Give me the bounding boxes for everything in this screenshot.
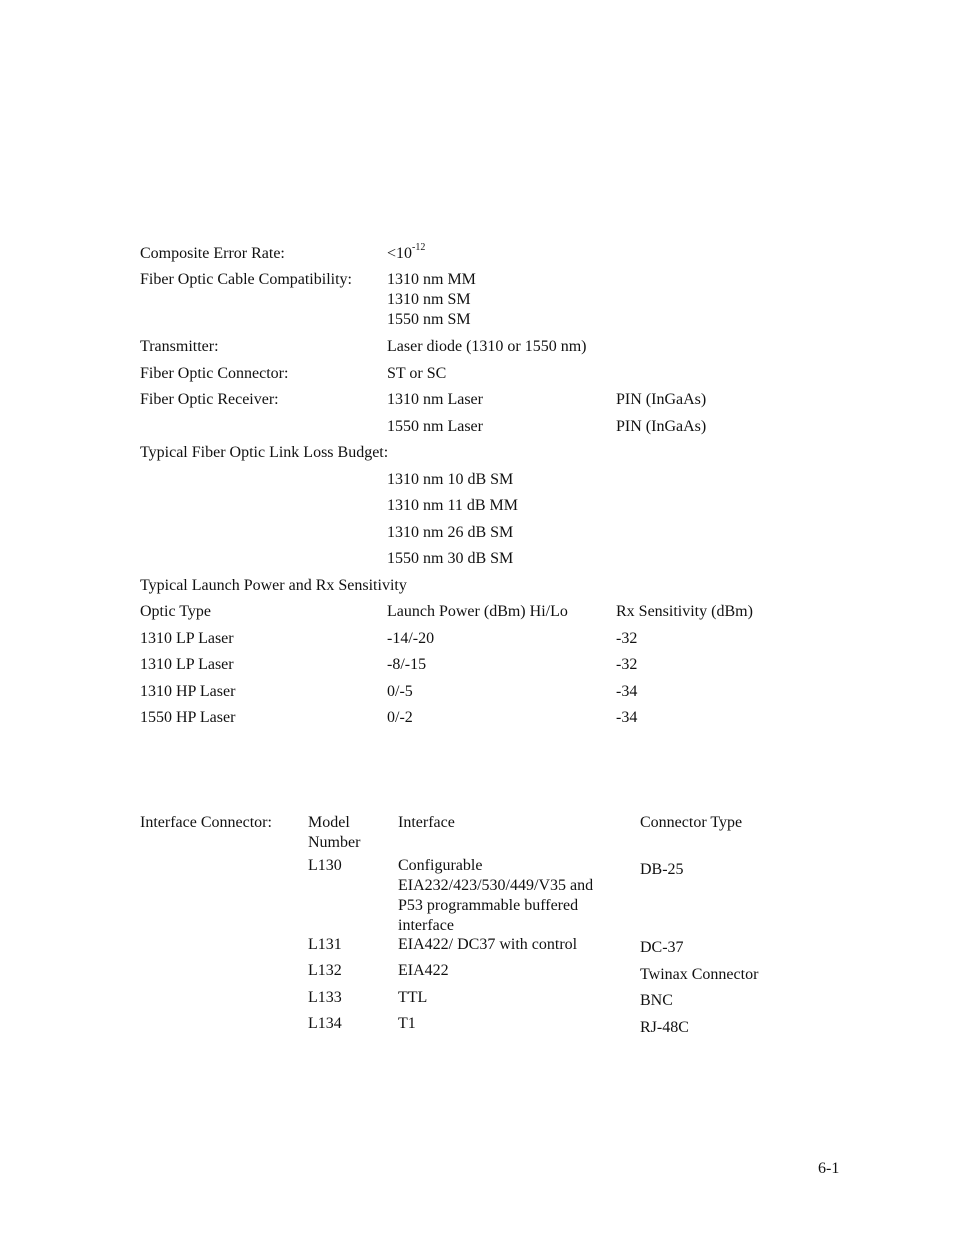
error-rate-label: Composite Error Rate: xyxy=(140,245,285,262)
interface-cell-interface: EIA422/ DC37 with control xyxy=(398,936,578,953)
interface-cell-connector: BNC xyxy=(640,992,673,1009)
interface-header-model: Model xyxy=(308,814,350,831)
launch-cell-optic-type: 1310 HP Laser xyxy=(140,683,236,700)
launch-power-title: Typical Launch Power and Rx Sensitivity xyxy=(140,577,407,594)
cable-compat-value: 1310 nm MM xyxy=(387,271,476,288)
launch-cell-optic-type: 1550 HP Laser xyxy=(140,709,236,726)
interface-cell-connector: DC-37 xyxy=(640,939,684,956)
launch-cell-optic-type: 1310 LP Laser xyxy=(140,656,234,673)
interface-cell-model: L131 xyxy=(308,936,342,953)
launch-cell-launch-power: -8/-15 xyxy=(387,656,427,673)
interface-header-model: Number xyxy=(308,834,361,851)
launch-header-launch-power: Launch Power (dBm) Hi/Lo xyxy=(387,603,568,620)
cable-compat-value: 1550 nm SM xyxy=(387,311,471,328)
receiver-laser: 1550 nm Laser xyxy=(387,418,483,435)
page-number: 6-1 xyxy=(818,1160,840,1177)
launch-cell-rx-sensitivity: -34 xyxy=(616,683,638,700)
launch-cell-rx-sensitivity: -32 xyxy=(616,656,638,673)
loss-budget-item: 1310 nm 10 dB SM xyxy=(387,471,514,488)
launch-cell-launch-power: -14/-20 xyxy=(387,630,435,647)
interface-cell-model: L134 xyxy=(308,1015,342,1032)
interface-cell-model: L133 xyxy=(308,989,342,1006)
receiver-detector: PIN (InGaAs) xyxy=(616,391,707,408)
interface-header-connector-type: Connector Type xyxy=(640,814,743,831)
error-rate-exponent: -12 xyxy=(412,241,426,253)
launch-header-rx-sensitivity: Rx Sensitivity (dBm) xyxy=(616,603,753,620)
interface-cell-connector: Twinax Connector xyxy=(640,966,759,983)
loss-budget-item: 1550 nm 30 dB SM xyxy=(387,550,514,567)
error-rate-value: $<10^{-12}$ xyxy=(387,241,426,262)
launch-cell-rx-sensitivity: -34 xyxy=(616,709,638,726)
receiver-detector: PIN (InGaAs) xyxy=(616,418,707,435)
loss-budget-item: 1310 nm 26 dB SM xyxy=(387,524,514,541)
interface-cell-interface: EIA422 xyxy=(398,962,449,979)
interface-cell-interface: Configurable EIA232/423/530/449/V35 and P53 programmable buffered interface xyxy=(398,857,594,934)
launch-cell-launch-power: 0/-2 xyxy=(387,709,413,726)
interface-connector-label: Interface Connector: xyxy=(140,814,272,831)
cable-compat-label: Fiber Optic Cable Compatibility: xyxy=(140,271,352,288)
interface-cell-interface: TTL xyxy=(398,989,428,1006)
loss-budget-label: Typical Fiber Optic Link Loss Budget: xyxy=(140,444,389,461)
loss-budget-item: 1310 nm 11 dB MM xyxy=(387,497,518,514)
receiver-label: Fiber Optic Receiver: xyxy=(140,391,279,408)
interface-cell-connector: RJ-48C xyxy=(640,1019,689,1036)
interface-cell-model: L130 xyxy=(308,857,342,874)
transmitter-value: Laser diode (1310 or 1550 nm) xyxy=(387,338,587,355)
interface-cell-model: L132 xyxy=(308,962,342,979)
cable-compat-value: 1310 nm SM xyxy=(387,291,471,308)
launch-header-optic-type: Optic Type xyxy=(140,603,212,620)
interface-header-interface: Interface xyxy=(398,814,455,831)
receiver-laser: 1310 nm Laser xyxy=(387,391,483,408)
connector-label: Fiber Optic Connector: xyxy=(140,365,289,382)
launch-cell-rx-sensitivity: -32 xyxy=(616,630,638,647)
connector-value: ST or SC xyxy=(387,365,447,382)
launch-cell-launch-power: 0/-5 xyxy=(387,683,413,700)
transmitter-label: Transmitter: xyxy=(140,338,219,355)
launch-cell-optic-type: 1310 LP Laser xyxy=(140,630,234,647)
interface-cell-connector: DB-25 xyxy=(640,861,684,878)
interface-cell-interface: T1 xyxy=(398,1015,416,1032)
